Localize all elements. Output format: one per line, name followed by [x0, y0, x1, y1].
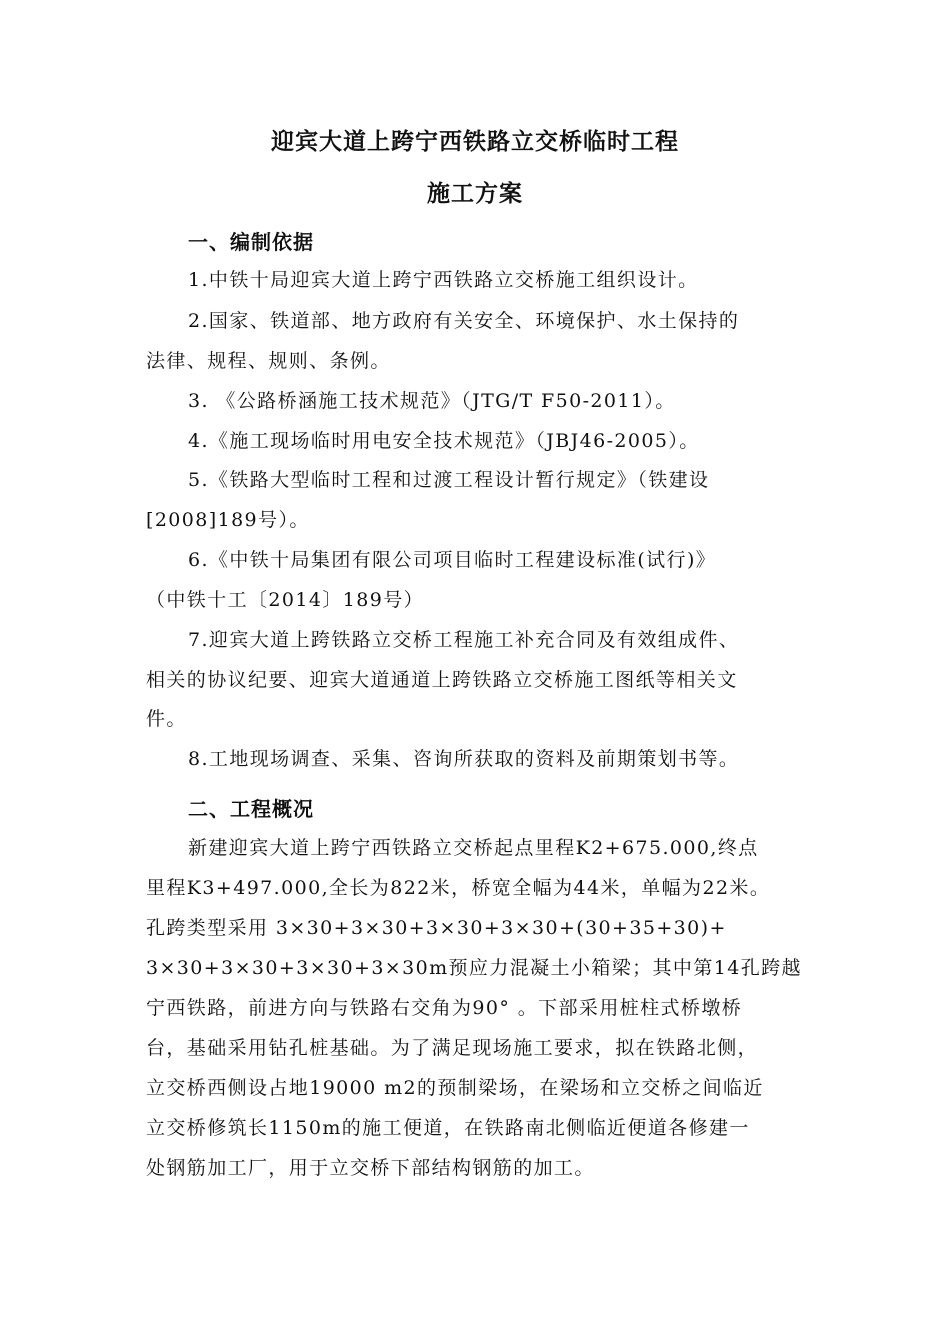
- paragraph-line: 7.迎宾大道上跨铁路立交桥工程施工补充合同及有效组成件、: [188, 629, 740, 651]
- paragraph-line: 6.《中铁十局集团有限公司项目临时工程建设标准(试行)》: [188, 549, 717, 571]
- paragraph-line: 件。: [146, 708, 187, 730]
- paragraph-line: 立交桥修筑长1150m的施工便道，在铁路南北侧临近便道各修建一: [146, 1117, 750, 1139]
- paragraph-line: 处钢筋加工厂，用于立交桥下部结构钢筋的加工。: [146, 1157, 595, 1179]
- paragraph-line: 孔跨类型采用 3×30+3×30+3×30+3×30+(30+35+30)+: [146, 917, 727, 939]
- paragraph-line: 立交桥西侧设占地19000 m2的预制梁场，在梁场和立交桥之间临近: [146, 1077, 764, 1099]
- paragraph-line: 3×30+3×30+3×30+3×30m预应力混凝土小箱梁；其中第14孔跨越: [146, 957, 802, 979]
- paragraph-line: 法律、规程、规则、条例。: [146, 350, 391, 372]
- paragraph-line: 1.中铁十局迎宾大道上跨宁西铁路立交桥施工组织设计。: [188, 269, 699, 291]
- paragraph-line: 2.国家、铁道部、地方政府有关安全、环境保护、水土保持的: [188, 310, 740, 332]
- paragraph-line: （中铁十工〔2014〕189号）: [146, 589, 425, 611]
- paragraph-line: 5.《铁路大型临时工程和过渡工程设计暂行规定》（铁建设: [188, 469, 710, 491]
- paragraph-line: 新建迎宾大道上跨宁西铁路立交桥起点里程K2+675.000,终点: [188, 837, 759, 859]
- document-title: 迎宾大道上跨宁西铁路立交桥临时工程: [271, 128, 679, 155]
- paragraph-line: 宁西铁路，前进方向与铁路右交角为90° 。下部采用桩柱式桥墩桥: [146, 997, 743, 1019]
- paragraph-line: 台，基础采用钻孔桩基础。为了满足现场施工要求，拟在铁路北侧，: [146, 1037, 759, 1059]
- paragraph-line: 4.《施工现场临时用电安全技术规范》（JBJ46-2005）。: [188, 430, 700, 452]
- section-heading-overview: 二、工程概况: [188, 797, 314, 821]
- section-heading-basis: 一、编制依据: [188, 230, 314, 254]
- paragraph-line: 里程K3+497.000,全长为822米，桥宽全幅为44米，单幅为22米。: [146, 877, 771, 899]
- paragraph-line: 相关的协议纪要、迎宾大道通道上跨铁路立交桥施工图纸等相关文: [146, 669, 738, 691]
- paragraph-line: 8.工地现场调查、采集、咨询所获取的资料及前期策划书等。: [188, 748, 740, 770]
- document-subtitle: 施工方案: [427, 180, 523, 207]
- paragraph-line: [2008]189号）。: [146, 509, 310, 531]
- paragraph-line: 3. 《公路桥涵施工技术规范》（JTG/T F50-2011）。: [188, 390, 676, 412]
